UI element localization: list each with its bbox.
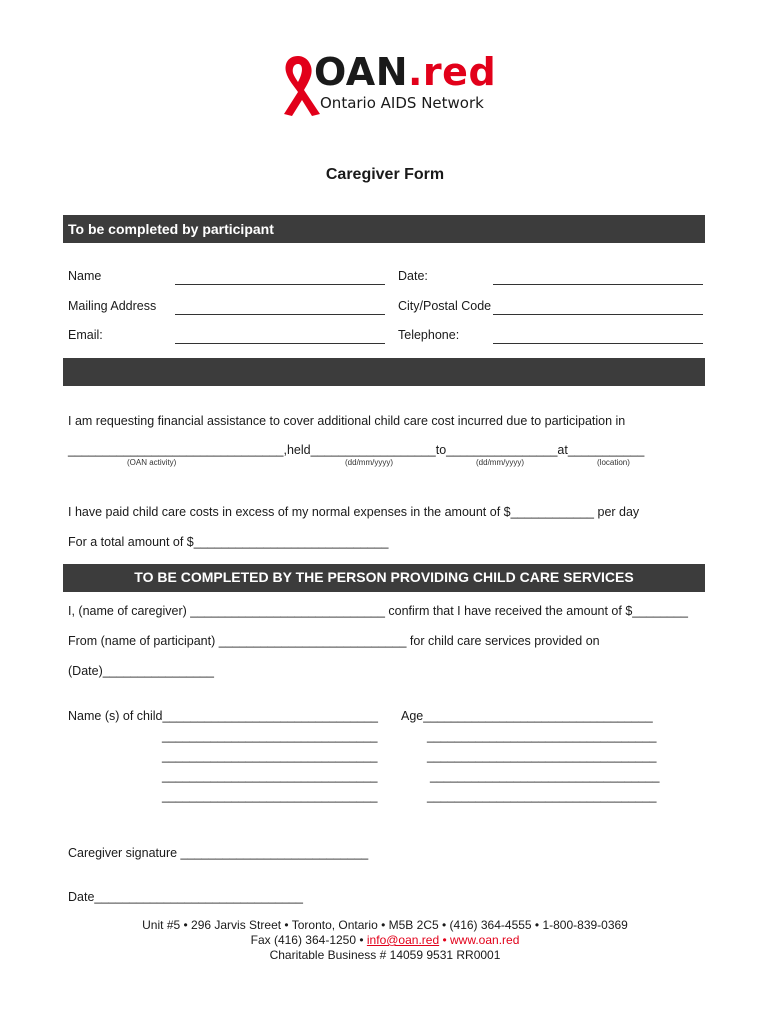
hint-activity: (OAN activity): [127, 458, 177, 467]
age-blank[interactable]: _________________________________: [427, 789, 657, 803]
request-blank-line[interactable]: _______________________________,held__________________to________________at___________: [68, 443, 645, 457]
footer-email-link[interactable]: info@oan.red: [366, 933, 440, 947]
name-label: Name: [68, 269, 102, 283]
brand-subtitle: Ontario AIDS Network: [320, 94, 484, 112]
participant-name-line[interactable]: From (name of participant) ___________________________ for child care services provided on: [68, 634, 600, 648]
age-label[interactable]: Age_________________________________: [401, 709, 653, 723]
age-blank[interactable]: _________________________________: [430, 769, 660, 783]
total-sentence[interactable]: For a total amount of $____________________________: [68, 535, 389, 549]
hint-location: (location): [597, 458, 630, 467]
telephone-label: Telephone:: [398, 328, 460, 342]
footer-fax: Fax (416) 364-1250 •: [250, 933, 367, 947]
brand-red: .red: [408, 50, 497, 94]
caregiver-name-line[interactable]: I, (name of caregiver) ____________________________ confirm that I have received the amount of $________: [68, 604, 688, 618]
request-sentence: I am requesting financial assistance to cover additional child care cost incurred due to participation in: [68, 414, 626, 428]
footer-separator: •: [439, 933, 450, 947]
paid-sentence[interactable]: I have paid child care costs in excess of my normal expenses in the amount of $____________ per day: [68, 505, 640, 519]
brand-wordmark: [314, 52, 496, 92]
footer-contact: [0, 933, 770, 947]
mailing-address-label: Mailing Address: [68, 299, 157, 313]
date-label: Date:: [398, 269, 428, 283]
city-postal-label: City/Postal Code: [398, 299, 492, 313]
name-field[interactable]: [175, 284, 385, 285]
email-field[interactable]: [175, 343, 385, 344]
children-name-label[interactable]: Name (s) of child_______________________________: [68, 709, 378, 723]
child-name-blank[interactable]: _______________________________: [162, 789, 378, 803]
section-divider-band: [63, 358, 705, 386]
mailing-address-field[interactable]: [175, 314, 385, 315]
child-name-blank[interactable]: _______________________________: [162, 729, 378, 743]
caregiver-signature-line[interactable]: Caregiver signature ___________________________: [68, 846, 369, 860]
footer-charity: Charitable Business # 14059 9531 RR0001: [269, 948, 501, 962]
child-name-blank[interactable]: _______________________________: [162, 749, 378, 763]
hint-to-date: (dd/mm/yyyy): [476, 458, 524, 467]
footer-address: Unit #5 • 296 Jarvis Street • Toronto, Ontario • M5B 2C5 • (416) 364-4555 • 1-800-839-0369: [142, 918, 628, 932]
date-field[interactable]: [493, 284, 703, 285]
footer-website-link[interactable]: www.oan.red: [450, 933, 520, 947]
caregiver-section-header: [63, 564, 705, 592]
participant-section-heading: To be completed by participant: [68, 221, 274, 237]
telephone-field[interactable]: [493, 343, 703, 344]
signature-date-line[interactable]: Date______________________________: [68, 890, 303, 904]
child-name-blank[interactable]: _______________________________: [162, 769, 378, 783]
caregiver-section-heading: TO BE COMPLETED BY THE PERSON PROVIDING CHILD CARE SERVICES: [134, 569, 634, 585]
service-date-line[interactable]: (Date)________________: [68, 664, 214, 678]
participant-section-header: [63, 215, 705, 243]
email-label: Email:: [68, 328, 103, 342]
hint-from-date: (dd/mm/yyyy): [345, 458, 393, 467]
age-blank[interactable]: _________________________________: [427, 749, 657, 763]
brand-oan: OAN: [314, 50, 408, 94]
logo: [272, 50, 502, 120]
age-blank[interactable]: _________________________________: [427, 729, 657, 743]
form-title: Caregiver Form: [325, 166, 445, 183]
city-postal-field[interactable]: [493, 314, 703, 315]
